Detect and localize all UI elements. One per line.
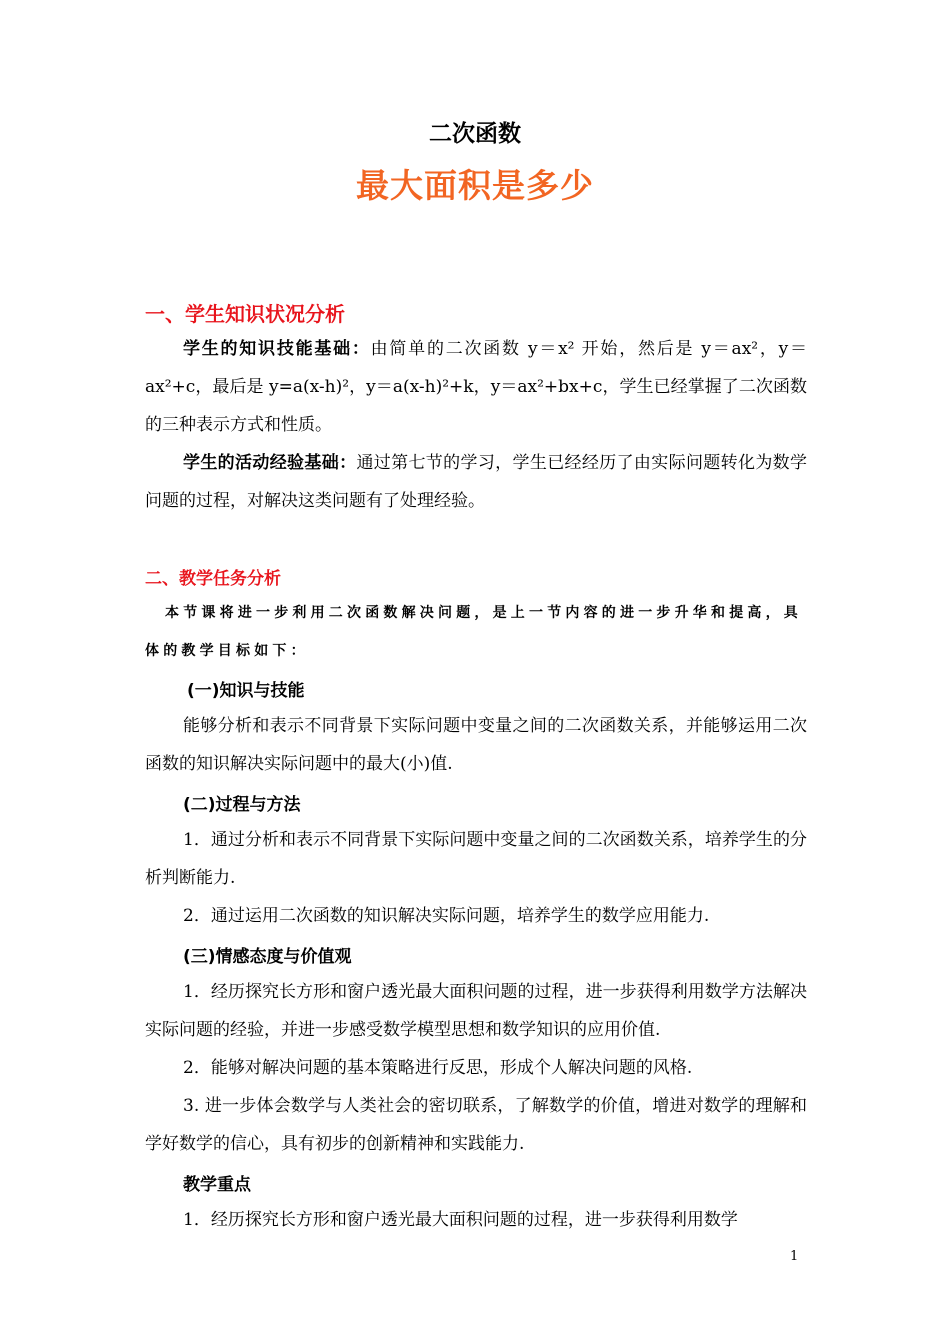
- section1-paragraph-experience: [145, 444, 807, 520]
- subheading-process-method: (二)过程与方法: [183, 795, 301, 815]
- section1-paragraph-knowledge: [145, 330, 807, 444]
- knowledge-skills-text: 能够分析和表示不同背景下实际问题中变量之间的二次函数关系，并能够运用二次函数的知识解决实际问题中的最大(小)值.: [145, 716, 807, 774]
- section1-p2-text: 通过第七节的学习，学生已经经历了由实际问题转化为数学问题的过程，对解决这类问题有了处理经验。: [145, 453, 808, 511]
- attitude-item: 1．经历探究长方形和窗户透光最大面积问题的过程，进一步获得利用数学方法解决实际问题的经验，并进一步感受数学模型思想和数学知识的应用价值.: [145, 982, 807, 1040]
- document-title: 二次函数: [429, 121, 521, 147]
- teaching-focus-item: 1．经历探究长方形和窗户透光最大面积问题的过程，进一步获得利用数学: [183, 1210, 738, 1230]
- section1-p1-text: 由简单的二次函数 y＝x² 开始，然后是 y＝ax²，y＝ax²+c，最后是 y=a(x-h)²，y＝a(x-h)²+k，y＝ax²+bx+c，学生已经掌握了二次函数的三种表示方式和性质。: [145, 339, 807, 435]
- section2-intro: 本节课将进一步利用二次函数解决问题，是上一节内容的进一步升华和提高，具体的教学目标如下：: [145, 605, 802, 659]
- section1-p1-label: 学生的知识技能基础：: [183, 339, 371, 359]
- process-item: 2．通过运用二次函数的知识解决实际问题，培养学生的数学应用能力.: [183, 906, 710, 926]
- section2-heading: 二、教学任务分析: [145, 569, 281, 589]
- attitude-item: 3. 进一步体会数学与人类社会的密切联系，了解数学的价值，增进对数学的理解和学好数学的信心，具有初步的创新精神和实践能力.: [145, 1096, 807, 1154]
- section1-heading: 一、学生知识状况分析: [145, 302, 345, 326]
- page-number: 1: [790, 1249, 799, 1264]
- process-item: 1．通过分析和表示不同背景下实际问题中变量之间的二次函数关系，培养学生的分析判断能力.: [145, 830, 807, 888]
- document-subtitle: 最大面积是多少: [356, 166, 594, 205]
- section1-p2-label: 学生的活动经验基础：: [183, 453, 357, 473]
- subheading-knowledge-skills: (一)知识与技能: [187, 681, 305, 701]
- subheading-teaching-focus: 教学重点: [183, 1175, 251, 1195]
- attitude-item: 2．能够对解决问题的基本策略进行反思，形成个人解决问题的风格.: [183, 1058, 693, 1078]
- subheading-attitude-values: (三)情感态度与价值观: [183, 947, 352, 967]
